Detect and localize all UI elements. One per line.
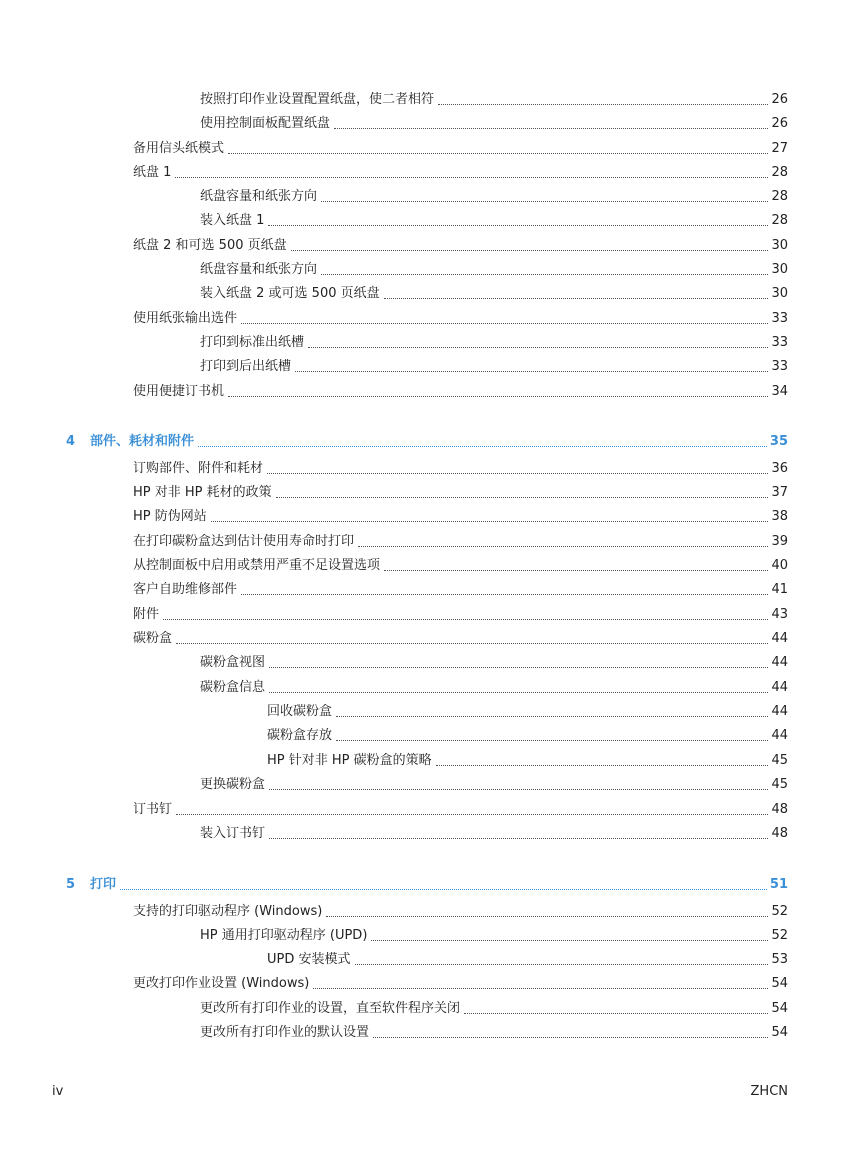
toc-entry[interactable] — [133, 578, 788, 598]
toc-entry-title — [133, 558, 380, 574]
toc-page-number: 28 — [771, 189, 788, 204]
toc-entry-title — [133, 509, 207, 525]
footer-locale: ZHCN — [750, 1084, 788, 1099]
toc-page-number: 44 — [771, 631, 788, 646]
toc-entry[interactable] — [200, 282, 788, 302]
toc-entry-label: 更改所有打印作业的默认设置 — [200, 1025, 370, 1040]
dot-leader — [269, 667, 768, 668]
toc-entry[interactable] — [133, 972, 788, 992]
toc-entry[interactable] — [133, 137, 788, 157]
toc-entry[interactable] — [200, 88, 788, 108]
dot-leader — [175, 177, 768, 178]
toc-page-number: 53 — [771, 952, 788, 967]
dot-leader — [269, 789, 768, 790]
toc-entry-label: 客户自助维修部件 — [133, 582, 238, 597]
toc-entry-label: 碳粉盒存放 — [267, 728, 333, 743]
toc-page-number: 45 — [771, 753, 788, 768]
toc-entry[interactable] — [133, 900, 788, 920]
toc-entry-title — [133, 904, 322, 920]
dot-leader — [336, 740, 768, 741]
dot-leader — [176, 814, 768, 815]
toc-entry-label: 在打印碳粉盒达到估计使用寿命时打印 — [133, 534, 355, 549]
toc-page-number: 44 — [771, 728, 788, 743]
dot-leader — [211, 521, 769, 522]
toc-entry-label: UPD 安装模式 — [267, 952, 351, 967]
toc-entry[interactable] — [200, 258, 788, 278]
toc-entry-title — [133, 165, 171, 181]
toc-page-number: 26 — [771, 116, 788, 131]
toc-page-number: 30 — [771, 238, 788, 253]
toc-page-number: 44 — [771, 655, 788, 670]
toc-page-number: 41 — [771, 582, 788, 597]
toc-entry[interactable] — [200, 773, 788, 793]
toc-entry-label: HP 防伪网站 — [133, 509, 207, 524]
dot-leader — [276, 497, 769, 498]
toc-entry-label: 碳粉盒 — [133, 631, 173, 646]
toc-entry-label: HP 对非 HP 耗材的政策 — [133, 485, 272, 500]
dot-leader — [358, 546, 768, 547]
toc-page-number: 30 — [771, 286, 788, 301]
dot-leader — [321, 201, 768, 202]
toc-page-number: 39 — [771, 534, 788, 549]
toc-entry-label: 纸盘 1 — [133, 165, 172, 180]
toc-page-number: 36 — [771, 461, 788, 476]
dot-leader — [228, 396, 768, 397]
toc-entry-label: 纸盘 2 和可选 500 页纸盘 — [133, 238, 287, 253]
toc-page-number: 40 — [771, 558, 788, 573]
toc-entry-title — [66, 434, 194, 450]
toc-page-number: 33 — [771, 359, 788, 374]
toc-entry-title — [133, 485, 272, 501]
dot-leader — [241, 323, 768, 324]
dot-leader — [241, 594, 768, 595]
toc-entry-label: HP 通用打印驱动程序 (UPD) — [200, 928, 368, 943]
toc-entry-title — [200, 116, 330, 132]
toc-entry[interactable] — [200, 822, 788, 842]
toc-entry-title — [200, 189, 317, 205]
dot-leader — [268, 225, 768, 226]
toc-entry-title — [200, 928, 367, 944]
toc-entry-label: 装入订书钉 — [200, 826, 266, 841]
toc-page-number: 38 — [771, 509, 788, 524]
toc-entry-title — [267, 952, 351, 968]
dot-leader — [295, 371, 768, 372]
dot-leader — [438, 104, 768, 105]
toc-entry-title — [267, 704, 332, 720]
dot-leader — [436, 765, 769, 766]
toc-entry-title — [133, 238, 287, 254]
toc-entry[interactable] — [133, 161, 788, 181]
toc-entry-label: 打印到标准出纸槽 — [200, 335, 305, 350]
toc-entry[interactable] — [133, 307, 788, 327]
dot-leader — [313, 988, 768, 989]
toc-entry-title — [200, 335, 304, 351]
toc-page-number: 44 — [771, 680, 788, 695]
toc-entry-title — [267, 728, 332, 744]
toc-entry-title — [66, 877, 116, 893]
dot-leader — [269, 692, 768, 693]
toc-entry-title — [133, 461, 263, 477]
toc-page-number: 45 — [771, 777, 788, 792]
toc-page-number: 44 — [771, 704, 788, 719]
toc-page-number: 52 — [771, 928, 788, 943]
toc-page-number: 26 — [771, 92, 788, 107]
toc-entry[interactable] — [133, 380, 788, 400]
toc-entry-title — [200, 680, 265, 696]
toc-entry-title — [133, 802, 172, 818]
dot-leader — [384, 298, 769, 299]
toc-entry[interactable] — [133, 627, 788, 647]
toc-entry[interactable] — [133, 234, 788, 254]
toc-entry[interactable] — [133, 603, 788, 623]
dot-leader — [176, 643, 768, 644]
toc-page-number: 48 — [771, 826, 788, 841]
toc-entry-title — [200, 777, 265, 793]
toc-entry[interactable] — [133, 554, 788, 574]
toc-page-number: 33 — [771, 311, 788, 326]
dot-leader — [267, 473, 768, 474]
toc-entry-title — [200, 1025, 369, 1041]
toc-entry-label: 纸盘容量和纸张方向 — [200, 262, 318, 277]
toc-entry-label: 支持的打印驱动程序 (Windows) — [133, 904, 323, 919]
toc-page-number: 43 — [771, 607, 788, 622]
toc-entry-label: 碳粉盒信息 — [200, 680, 266, 695]
toc-entry-label: 纸盘容量和纸张方向 — [200, 189, 318, 204]
dot-leader — [326, 916, 768, 917]
toc-page-number: 28 — [771, 165, 788, 180]
toc-entry[interactable] — [200, 1021, 788, 1041]
toc-entry-title — [200, 826, 265, 842]
dot-leader — [120, 889, 767, 890]
toc-entry[interactable] — [133, 798, 788, 818]
toc-entry-label: 从控制面板中启用或禁用严重不足设置选项 — [133, 558, 381, 573]
toc-chapter-entry[interactable] — [66, 873, 788, 893]
toc-entry[interactable] — [267, 700, 788, 720]
chapter-number: 5 — [66, 877, 76, 892]
toc-page-number: 54 — [771, 976, 788, 991]
dot-leader — [163, 619, 768, 620]
toc-entry-title — [200, 286, 380, 302]
toc-entry-label: 碳粉盒视图 — [200, 655, 266, 670]
toc-entry-label: 备用信头纸模式 — [133, 141, 225, 156]
chapter-number: 4 — [66, 434, 76, 449]
toc-entry-title — [133, 607, 159, 623]
toc-entry[interactable] — [200, 676, 788, 696]
toc-page-number: 34 — [771, 384, 788, 399]
toc-entry-title — [133, 384, 224, 400]
toc-page-number: 28 — [771, 213, 788, 228]
toc-entry-label: 装入纸盘 2 或可选 500 页纸盘 — [200, 286, 380, 301]
toc-entry-label: 按照打印作业设置配置纸盘，使二者相符 — [200, 92, 435, 107]
toc-entry[interactable] — [133, 505, 788, 525]
dot-leader — [334, 128, 768, 129]
toc-page-number: 51 — [769, 877, 788, 892]
dot-leader — [384, 570, 768, 571]
toc-entry[interactable] — [133, 530, 788, 550]
dot-leader — [321, 274, 768, 275]
toc-entry-title — [133, 582, 237, 598]
footer-page-number: iv — [52, 1084, 64, 1099]
toc-entry[interactable] — [200, 651, 788, 671]
toc-page-number: 48 — [771, 802, 788, 817]
toc-page-number: 54 — [771, 1001, 788, 1016]
toc-page-number: 27 — [771, 141, 788, 156]
toc-entry-title — [133, 976, 309, 992]
toc-entry-title — [200, 655, 265, 671]
toc-entry[interactable] — [267, 948, 788, 968]
dot-leader — [198, 446, 767, 447]
toc-entry-label: 使用便捷订书机 — [133, 384, 225, 399]
toc-entry-title — [200, 1001, 460, 1017]
toc-entry-label: 打印到后出纸槽 — [200, 359, 292, 374]
dot-leader — [336, 716, 768, 717]
toc-entry-label: 装入纸盘 1 — [200, 213, 265, 228]
toc-entry[interactable] — [200, 185, 788, 205]
toc-entry[interactable] — [200, 997, 788, 1017]
toc-page-number: 54 — [771, 1025, 788, 1040]
toc-entry[interactable] — [200, 924, 788, 944]
dot-leader — [308, 347, 768, 348]
toc-entry-title — [200, 92, 434, 108]
dot-leader — [228, 153, 768, 154]
toc-entry-label: 使用纸张输出选件 — [133, 311, 238, 326]
toc-entry-label: 订购部件、附件和耗材 — [133, 461, 264, 476]
dot-leader — [464, 1013, 768, 1014]
toc-page-number: 30 — [771, 262, 788, 277]
toc-entry[interactable] — [200, 112, 788, 132]
toc-entry-title — [200, 213, 264, 229]
toc-entry-label: 部件、耗材和附件 — [90, 434, 195, 449]
toc-entry-label: 使用控制面板配置纸盘 — [200, 116, 331, 131]
toc-page-number: 52 — [771, 904, 788, 919]
toc-entry-label: 打印 — [90, 877, 117, 892]
toc-entry[interactable] — [133, 481, 788, 501]
toc-page-number: 33 — [771, 335, 788, 350]
toc-entry[interactable] — [200, 355, 788, 375]
toc-page-number: 37 — [771, 485, 788, 500]
dot-leader — [269, 838, 768, 839]
toc-chapter-entry[interactable] — [66, 430, 788, 450]
toc-entry-title — [200, 359, 291, 375]
toc-entry-label: 更换碳粉盒 — [200, 777, 266, 792]
toc-entry-title — [133, 631, 172, 647]
toc-entry[interactable] — [267, 724, 788, 744]
toc-page-number: 35 — [769, 434, 788, 449]
toc-entry[interactable] — [200, 331, 788, 351]
dot-leader — [355, 964, 769, 965]
toc-entry-title — [267, 753, 432, 769]
toc-entry-title — [133, 534, 354, 550]
toc-entry-label: 附件 — [133, 607, 160, 622]
toc-entry-title — [133, 311, 237, 327]
toc-entry-label: 订书钉 — [133, 802, 173, 817]
toc-entry-label: 更改所有打印作业的设置，直至软件程序关闭 — [200, 1001, 461, 1016]
toc-entry-title — [133, 141, 224, 157]
toc-entry-label: HP 针对非 HP 碳粉盒的策略 — [267, 753, 432, 768]
toc-entry-label: 更改打印作业设置 (Windows) — [133, 976, 310, 991]
toc-entry-label: 回收碳粉盒 — [267, 704, 333, 719]
dot-leader — [371, 940, 768, 941]
toc-entry[interactable] — [267, 749, 788, 769]
dot-leader — [291, 250, 769, 251]
toc-entry-title — [200, 262, 317, 278]
dot-leader — [373, 1037, 768, 1038]
toc-entry[interactable] — [133, 457, 788, 477]
toc-entry[interactable] — [200, 209, 788, 229]
